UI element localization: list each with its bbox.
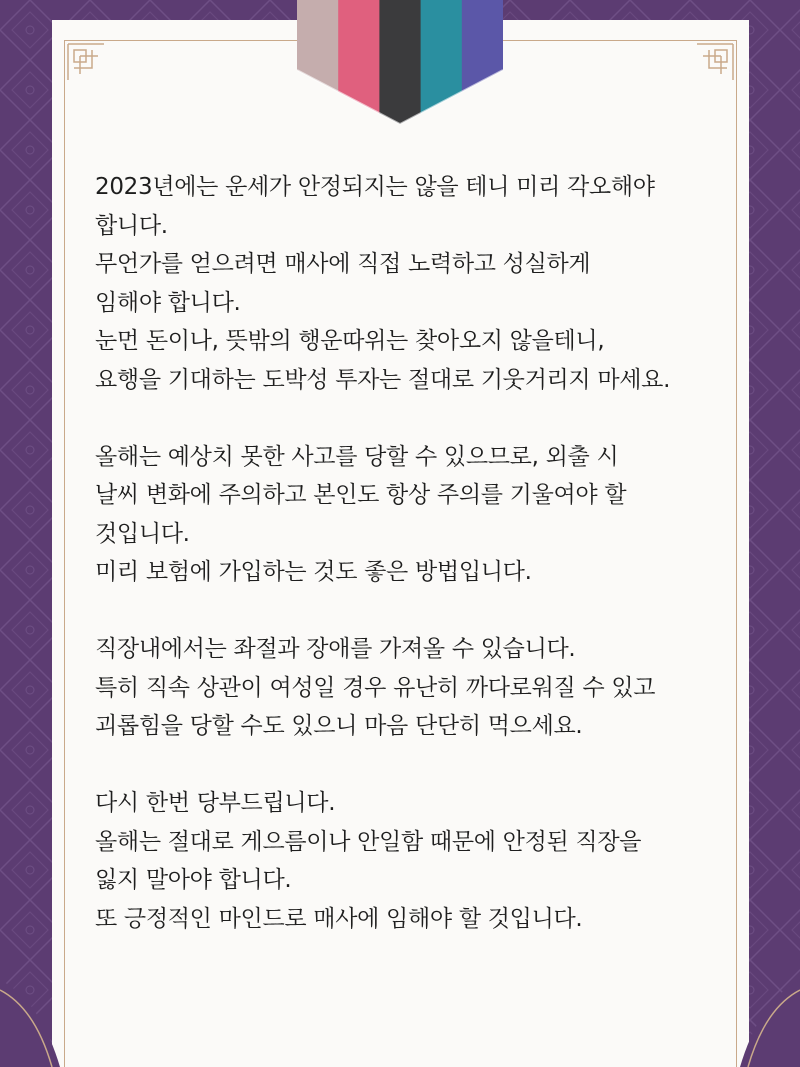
text-line: 올해는 예상치 못한 사고를 당할 수 있으므로, 외출 시 — [95, 443, 619, 470]
text-line: 특히 직속 상관이 여성일 경우 유난히 까다로워질 수 있고 — [95, 674, 656, 701]
text-line: 2023년에는 운세가 안정되지는 않을 테니 미리 각오해야 — [95, 174, 655, 200]
paragraph-safety — [95, 438, 735, 592]
corner-ornament-top-right — [695, 42, 735, 82]
corner-ornament-top-left — [66, 42, 106, 82]
color-ribbon-banner — [297, 0, 503, 124]
bottom-right-ornament — [690, 980, 800, 1067]
text-line: 올해는 절대로 게으름이나 안일함 때문에 안정된 직장을 — [95, 828, 642, 855]
ribbon-stripe — [379, 0, 421, 124]
text-line: 직장내에서는 좌절과 장애를 가져올 수 있습니다. — [95, 636, 576, 662]
fortune-text-content — [95, 168, 735, 938]
text-line: 임해야 합니다. — [95, 289, 241, 316]
ribbon-stripe — [462, 0, 503, 124]
text-line: 또 긍정적인 마인드로 매사에 임해야 할 것입니다. — [95, 905, 583, 932]
text-line: 괴롭힘을 당할 수도 있으니 마음 단단히 먹으세요. — [95, 713, 583, 739]
paragraph-workplace — [95, 630, 735, 746]
text-line: 요행을 기대하는 도박성 투자는 절대로 기웃거리지 마세요. — [95, 366, 671, 393]
ribbon-stripe — [338, 0, 380, 124]
text-line: 것입니다. — [95, 520, 190, 547]
text-line: 잃지 말아야 합니다. — [95, 867, 292, 893]
text-line: 날씨 변화에 주의하고 본인도 항상 주의를 기울여야 할 — [95, 482, 627, 508]
text-line: 다시 한번 당부드립니다. — [95, 790, 336, 816]
paragraph-advice — [95, 784, 735, 938]
ribbon-stripe — [421, 0, 463, 124]
bottom-left-ornament — [0, 980, 110, 1067]
text-line: 무언가를 얻으려면 매사에 직접 노력하고 성실하게 — [95, 251, 591, 277]
text-line: 눈먼 돈이나, 뜻밖의 행운따위는 찾아오지 않을테니, — [95, 328, 605, 354]
text-line: 미리 보험에 가입하는 것도 좋은 방법입니다. — [95, 559, 532, 585]
ribbon-stripe — [297, 0, 339, 124]
paragraph-fortune — [95, 168, 735, 399]
text-line: 합니다. — [95, 212, 168, 239]
